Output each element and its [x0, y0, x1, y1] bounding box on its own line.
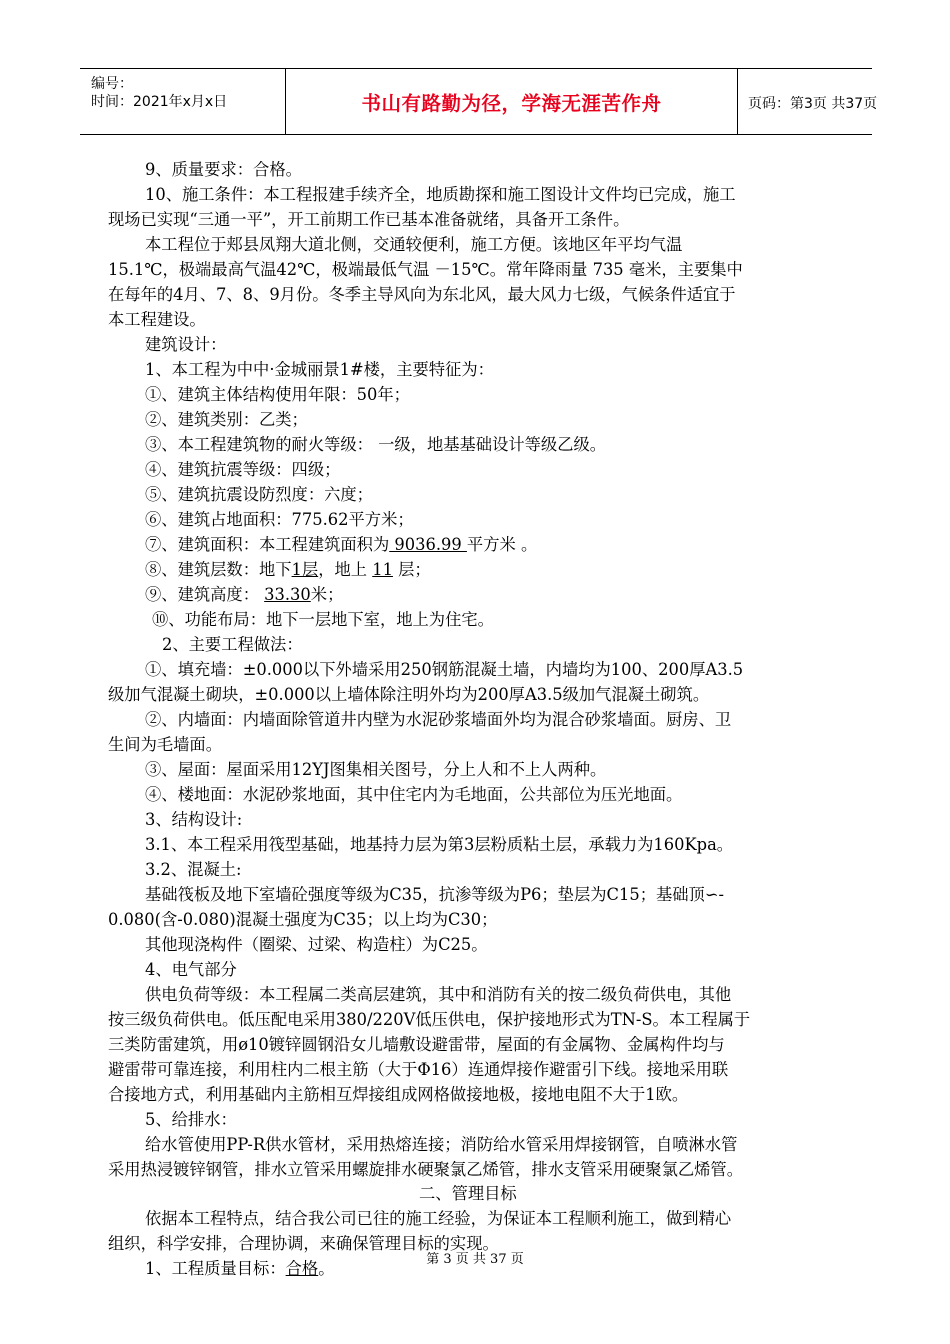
text-line: 2、主要工程做法： — [162, 635, 303, 654]
text-line — [145, 583, 343, 607]
text-span: ，地上 — [318, 560, 373, 579]
text-span: 米； — [310, 585, 344, 604]
text-line: 合接地方式，利用基础内主筋相互焊接组成网格做接地极，接地电阻不大于1欧。 — [108, 1085, 689, 1104]
text-line: ②、内墙面：内墙面除管道井内壁为水泥砂浆墙面外均为混合砂浆墙面。厨房、卫 — [145, 710, 732, 729]
underlined-value: 33.30 — [264, 585, 311, 604]
text-line: 15.1℃，极端最高气温42℃，极端最低气温 －15℃。常年降雨量 735 毫米，主要集中 — [108, 260, 743, 279]
text-line — [145, 533, 537, 557]
text-line: ⑤、建筑抗震设防烈度：六度； — [145, 485, 373, 504]
text-line: 基础筏板及地下室墙砼强度等级为C35，抗渗等级为P6；垫层为C15；基础顶∽- — [145, 885, 724, 904]
underlined-value: 1层 — [291, 560, 319, 579]
text-line: 本工程建设。 — [108, 310, 206, 329]
text-line: 3.1、本工程采用筏型基础，地基持力层为第3层粉质粘土层，承载力为160Kpa。 — [145, 835, 734, 854]
header-page-info: 页码：第3页 共37页 — [748, 96, 878, 112]
section-heading: 建筑设计： — [145, 335, 227, 354]
text-line: 给水管使用PP-R供水管材，采用热熔连接；消防给水管采用焊接钢管，自喷淋水管 — [145, 1135, 738, 1154]
text-line: 依据本工程特点，结合我公司已往的施工经验，为保证本工程顺利施工，做到精心 — [145, 1209, 732, 1228]
text-line: 1、本工程为中中·金城丽景1#楼，主要特征为： — [145, 360, 494, 379]
document-date: 时间：2021年x月x日 — [91, 94, 228, 110]
text-line: 采用热浸镀锌钢管，排水立管采用螺旋排水硬聚氯乙烯管，排水支管采用硬聚氯乙烯管。 — [108, 1160, 743, 1179]
text-line: ①、建筑主体结构使用年限：50年； — [145, 385, 410, 404]
text-line: 其他现浇构件（圈梁、过梁、构造柱）为C25。 — [145, 935, 488, 954]
document-number: 编号： — [91, 76, 133, 92]
section-heading: 4、电气部分 — [145, 960, 237, 979]
header-meta — [80, 69, 285, 134]
text-span: ⑨、建筑高度： — [145, 585, 265, 604]
text-span: 平方米 。 — [466, 535, 538, 554]
text-line: 在每年的4月、7、8、9月份。冬季主导风向为东北风，最大风力七级，气候条件适宜于 — [108, 285, 736, 304]
text-span: 层； — [392, 560, 431, 579]
text-line: ②、建筑类别：乙类； — [145, 410, 308, 429]
text-line: 9、质量要求：合格。 — [145, 160, 302, 179]
text-line: ①、填充墙：±0.000以下外墙采用250钢筋混凝土墙，内墙均为100、200厚A3.5 — [145, 660, 744, 679]
header-page-cell — [738, 69, 878, 134]
footer-page-number: 第 3 页 共 37 页 — [426, 1252, 524, 1267]
page-footer — [0, 1248, 950, 1267]
text-line: ⑥、建筑占地面积：775.62平方米； — [145, 510, 414, 529]
page-header — [80, 68, 878, 135]
text-line: 按三级负荷供电。低压配电采用380/220V低压供电，保护接地形式为TN-S。本工程属于 — [108, 1010, 751, 1029]
text-line: ④、楼地面：水泥砂浆地面，其中住宅内为毛地面，公共部位为压光地面。 — [145, 785, 683, 804]
underlined-value: 合格 — [285, 1259, 319, 1278]
text-span: 。 — [318, 1259, 335, 1278]
text-line: 本工程位于郏县凤翔大道北侧，交通较便利，施工方便。该地区年平均气温 — [145, 235, 683, 254]
section-heading: 3、结构设计: — [145, 810, 243, 829]
text-line: 避雷带可靠连接，利用柱内二根主筋（大于Φ16）连通焊接作避雷引下线。接地采用联 — [108, 1060, 729, 1079]
text-line: ③、本工程建筑物的耐火等级： 一级，地基基础设计等级乙级。 — [145, 435, 607, 454]
text-line: 0.080(含-0.080)混凝土强度为C35；以上均为C30； — [108, 910, 498, 929]
text-span: ⑧、建筑层数：地下 — [145, 560, 292, 579]
text-line: 组织，科学安排，合理协调，来确保管理目标的实现。 — [108, 1234, 499, 1253]
text-line: 级加气混凝土砌块，±0.000以上墙体除注明外均为200厚A3.5级加气混凝土砌筑。 — [108, 685, 710, 704]
underlined-value: 9036.99 — [389, 535, 467, 554]
section-heading: 二、管理目标 — [419, 1184, 517, 1203]
text-line: ④、建筑抗震等级：四级； — [145, 460, 341, 479]
text-line: 10、施工条件：本工程报建手续齐全，地质勘探和施工图设计文件均已完成，施工 — [145, 185, 736, 204]
text-line: 3.2、混凝土: — [145, 860, 242, 879]
header-motto-cell — [285, 69, 738, 134]
text-line: 现场已实现“三通一平”，开工前期工作已基本准备就绪，具备开工条件。 — [108, 210, 630, 229]
text-line: 供电负荷等级：本工程属二类高层建筑，其中和消防有关的按二级负荷供电，其他 — [145, 985, 732, 1004]
underlined-value: 11 — [372, 560, 393, 579]
text-line: ③、屋面：屋面采用12YJ图集相关图号，分上人和不上人两种。 — [145, 760, 607, 779]
text-line: 三类防雷建筑，用ø10镀锌圆钢沿女儿墙敷设避雷带，屋面的有金属物、金属构件均与 — [108, 1035, 725, 1054]
section-heading: 5、给排水： — [145, 1110, 237, 1129]
text-span: ⑦、建筑面积：本工程建筑面积为 — [145, 535, 390, 554]
text-line: 生间为毛墙面。 — [108, 735, 222, 754]
header-motto: 书山有路勤为径，学海无涯苦作舟 — [361, 92, 662, 115]
text-span: 1、工程质量目标： — [145, 1259, 286, 1278]
text-line: ⑩、功能布局：地下一层地下室，地上为住宅。 — [152, 610, 494, 629]
text-line — [145, 558, 431, 582]
